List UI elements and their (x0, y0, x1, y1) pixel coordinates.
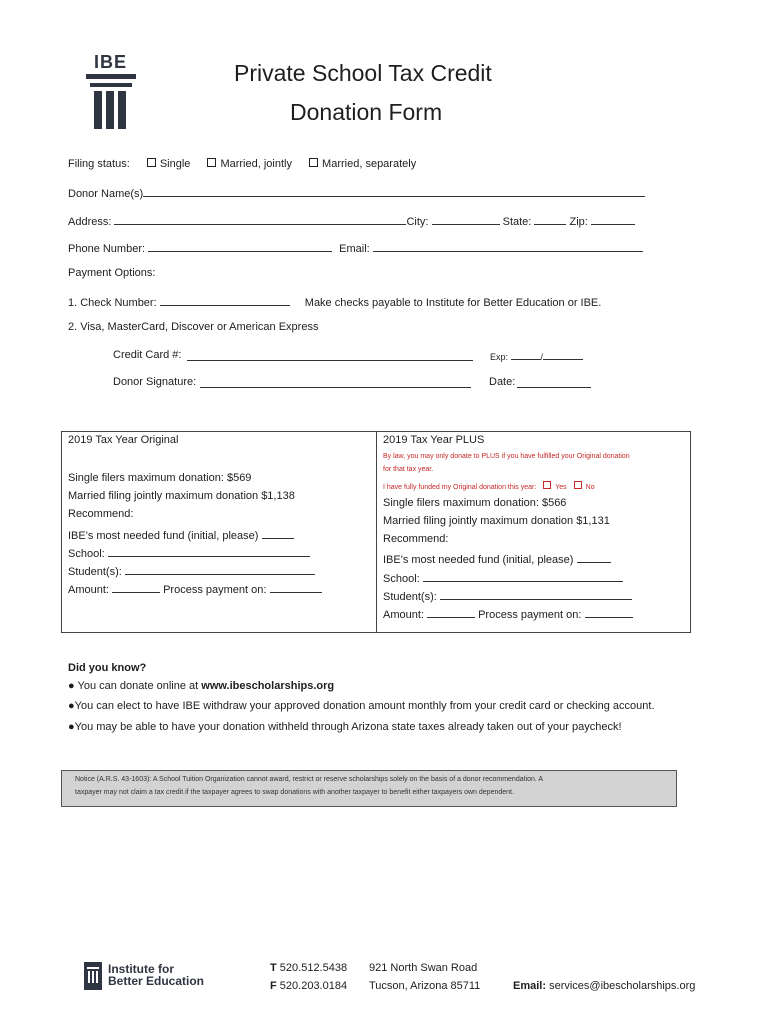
footer-address-2: Tucson, Arizona 85711 (369, 980, 481, 992)
plus-law-note-1: By law, you may only donate to PLUS if you have fulfilled your Original donation (383, 453, 630, 460)
city-field[interactable] (432, 213, 500, 225)
zip-label: Zip: (569, 216, 588, 228)
notice-line-2: taxpayer may not claim a tax credit if the taxpayer agrees to swap donations with another taxpayer to benefit either taxpayers own dependent. (75, 789, 514, 796)
exp-label: Exp: (490, 352, 509, 362)
checkbox-icon[interactable] (543, 481, 551, 489)
zip-field[interactable] (591, 213, 635, 225)
exp-year-field[interactable] (543, 350, 583, 360)
footer-org-line1: Institute for (108, 962, 174, 976)
address-label: Address: (68, 216, 112, 228)
footer-phone-f: F 520.203.0184 (270, 980, 348, 992)
checkbox-icon[interactable] (309, 158, 318, 167)
credit-card-field[interactable] (187, 349, 473, 361)
did-you-know-item-3: ●You may be able to have your donation withheld through Arizona state taxes already taken out of your paycheck! (68, 721, 622, 733)
state-label: State: (502, 216, 532, 228)
phone-field[interactable] (148, 240, 332, 252)
plus-funded-yes-option[interactable]: Yes (543, 484, 566, 491)
original-fund-row: IBE's most needed fund (initial, please) (68, 527, 294, 542)
plus-fund-initial-field[interactable] (577, 551, 611, 563)
plus-law-note-2: for that tax year. (383, 466, 434, 473)
exp-month-field[interactable] (511, 350, 541, 360)
original-single-max: Single filers maximum donation: $569 (68, 472, 252, 484)
filing-status-label: Filing status: (68, 158, 130, 170)
state-field[interactable] (534, 213, 566, 225)
footer-phone-t: T 520.512.5438 (270, 962, 348, 974)
checkbox-icon[interactable] (147, 158, 156, 167)
original-school-field[interactable] (108, 545, 310, 557)
date-field[interactable] (517, 376, 591, 388)
original-married-max: Married filing jointly maximum donation $1,138 (68, 490, 295, 502)
donor-name-label: Donor Name(s) (68, 188, 144, 200)
plus-recommend: Recommend: (383, 533, 449, 545)
plus-process-date-field[interactable] (585, 606, 633, 618)
original-amount-row: Amount: Process payment on: (68, 581, 322, 596)
filing-status-row (68, 158, 416, 170)
page-title-line2: Donation Form (290, 99, 443, 125)
page-title-line1: Private School Tax Credit (234, 60, 492, 86)
pillar-icon (84, 72, 138, 132)
exp-row: Exp: / (490, 350, 583, 362)
did-you-know-item-1: ● You can donate online at www.ibescholarships.org (68, 680, 335, 692)
donor-name-row (68, 185, 645, 200)
plus-fund-row: IBE's most needed fund (initial, please) (383, 551, 611, 566)
original-amount-field[interactable] (112, 581, 160, 593)
plus-funded-row: I have fully funded my Original donation this year: Yes No (383, 481, 595, 491)
email-label: Email: (339, 243, 370, 255)
filing-single-option[interactable]: Single (147, 158, 191, 170)
donor-signature-label: Donor Signature: (113, 376, 197, 388)
city-label: City: (406, 216, 429, 228)
ibe-logo (84, 52, 138, 132)
card-types-line: 2. Visa, MasterCard, Discover or American Express (68, 321, 319, 333)
original-school-row: School: (68, 545, 310, 560)
address-row (68, 213, 635, 228)
footer-email: Email: services@ibescholarships.org (513, 980, 696, 992)
footer-logo (84, 962, 234, 992)
payment-heading: Payment Options: (68, 267, 156, 279)
plus-amount-row: Amount: Process payment on: (383, 606, 633, 621)
phone-email-row (68, 240, 643, 255)
check-row (68, 294, 601, 309)
notice-box (61, 770, 677, 807)
checkbox-icon[interactable] (207, 158, 216, 167)
pillar-icon (84, 962, 102, 990)
footer-address-1: 921 North Swan Road (369, 962, 478, 974)
original-students-row: Student(s): (68, 563, 315, 578)
check-number-field[interactable] (160, 294, 290, 306)
checkbox-icon[interactable] (574, 481, 582, 489)
date-label: Date: (489, 376, 516, 388)
credit-card-label: Credit Card #: (113, 349, 182, 361)
tax-year-divider (376, 431, 377, 633)
plus-students-field[interactable] (440, 588, 632, 600)
plus-school-field[interactable] (423, 570, 623, 582)
original-students-field[interactable] (125, 563, 315, 575)
plus-school-row: School: (383, 570, 623, 585)
did-you-know-heading: Did you know? (68, 662, 147, 674)
plus-amount-field[interactable] (427, 606, 475, 618)
donor-signature-field[interactable] (200, 376, 471, 388)
original-heading: 2019 Tax Year Original (68, 434, 179, 446)
plus-married-max: Married filing jointly maximum donation $1,131 (383, 515, 610, 527)
plus-students-row: Student(s): (383, 588, 632, 603)
footer-org-line2: Better Education (108, 974, 205, 988)
email-field[interactable] (373, 240, 643, 252)
footer-email-link[interactable]: services@ibescholarships.org (549, 980, 696, 992)
filing-married-separately-option[interactable]: Married, separately (309, 158, 416, 170)
plus-funded-no-option[interactable]: No (574, 484, 595, 491)
address-field[interactable] (114, 213, 406, 225)
original-recommend: Recommend: (68, 508, 134, 520)
donate-online-link[interactable]: www.ibescholarships.org (201, 680, 335, 692)
plus-heading: 2019 Tax Year PLUS (383, 434, 485, 446)
check-number-label: 1. Check Number: (68, 297, 157, 309)
logo-text: IBE (94, 52, 128, 72)
phone-label: Phone Number: (68, 243, 146, 255)
filing-married-jointly-option[interactable]: Married, jointly (207, 158, 292, 170)
did-you-know-item-2: ●You can elect to have IBE withdraw your approved donation amount monthly from your credit card or checking account. (68, 700, 655, 712)
donor-name-field[interactable] (143, 185, 645, 197)
plus-single-max: Single filers maximum donation: $566 (383, 497, 567, 509)
original-fund-initial-field[interactable] (262, 527, 294, 539)
original-process-date-field[interactable] (270, 581, 322, 593)
notice-line-1: Notice (A.R.S. 43-1603): A School Tuition Organization cannot award, restrict or reserve scholarships solely on the basis of a donor recommendation. A (75, 776, 544, 783)
check-payable-note: Make checks payable to Institute for Better Education or IBE. (304, 297, 602, 309)
